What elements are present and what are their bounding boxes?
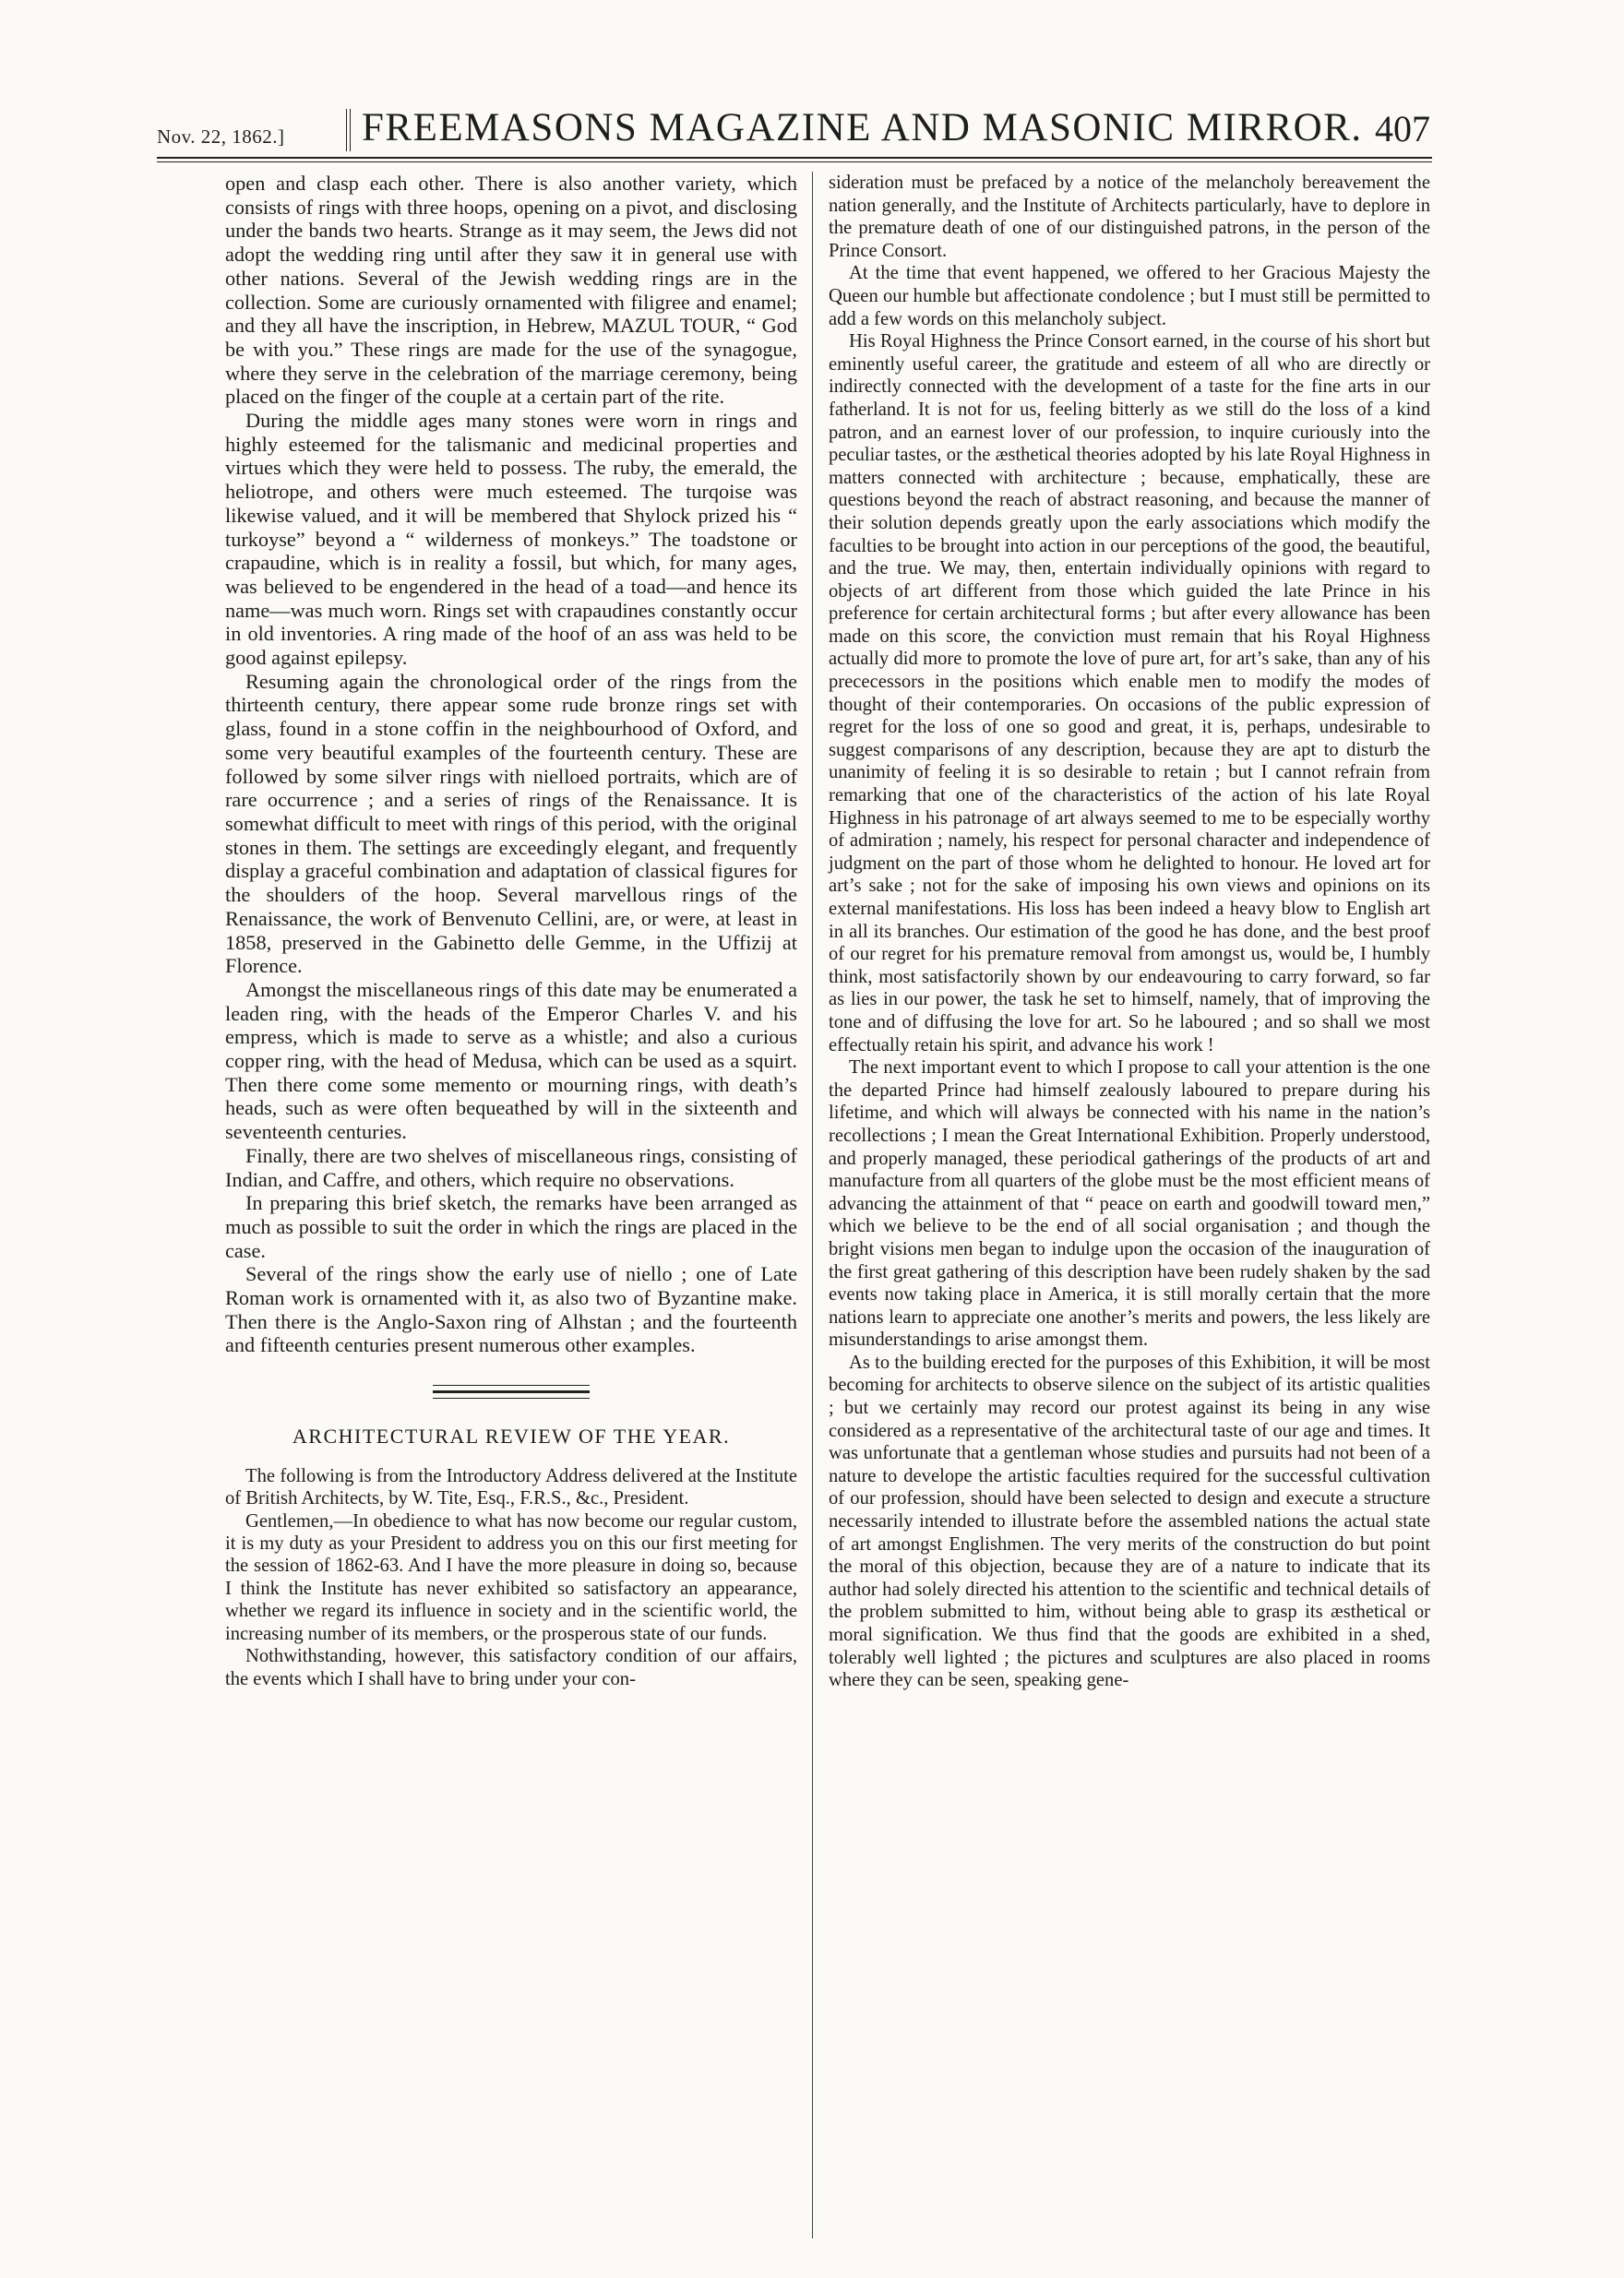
page-number: 407 [1375,108,1430,149]
column-divider [812,172,813,2238]
paragraph: Finally, there are two shelves of miscellaneous rings, consisting of Indian, and Caffre, and others, which require no observations. [225,1143,797,1191]
header-separator [346,109,351,151]
right-column [829,172,1430,1692]
section-title: ARCHITECTURAL REVIEW OF THE YEAR. [292,1425,731,1449]
paragraph: sideration must be prefaced by a notice of the melancholy bereavement the nation generally, and the Institute of Architects particularly, have to deplore in the premature death of one of our distinguished patrons, in the person of the Prince Consort. [829,173,1430,261]
section-body [225,1465,797,1690]
paragraph: Amongst the miscellaneous rings of this date may be enumerated a leaden ring, with the heads of the Emperor Charles V. and his empress, which is made to serve as a whistle; and also a curious copper ring, with the head of Medusa, which can be used as a squirt. Then there come some memento or mourning rings, with death’s heads, such as were often bequeathed by will in the sixteenth and seventeenth centuries. [225,977,797,1144]
paragraph: His Royal Highness the Prince Consort earned, in the course of his short but eminently useful career, the gratitude and esteem of all who are directly or indirectly connected with the development of a taste for the fine arts in our fatherland. It is not for us, feeling bitterly as we still do the loss of a kind patron, and an earnest lover of our profession, to inquire curiously into the peculiar tastes, or the æsthetical theories adopted by his late Royal Highness in matters connected with architecture ; because, emphatically, these are questions beyond the reach of abstract reasoning, and because the manner of their solution depends greatly upon the early associations which modify the faculties to be brought into action in our perceptions of the good, the beautiful, and the true. We may, then, entertain individually opinions with regard to objects of art different from those which guided the late Prince in his preference for certain architectural forms ; but after every allowance has been made on this score, the conviction must remain that his Royal Highness actually did more to promote the love of pure art, for art’s sake, than any of his prececessors in the positions which enable men to modify the modes of thought of their contemporaries. On occasions of the public expression of regret for the loss of one so good and great, it is, perhaps, undesirable to suggest comparisons of any description, because they are apt to disturb the unanimity of feeling it is so desirable to retain ; but I cannot refrain from remarking that one of the characteristics of the action of his late Royal Highness in his patronage of art always seemed to me to be especially worthy of admiration ; namely, his respect for personal character and independence of judgment on the part of those whom he delighted to honour. He loved art for art’s sake ; not for the sake of imposing his own views and opinions on its external manifestations. His loss has been indeed a heavy blow to English art in all its branches. Our estimation of the good he has done, and the best proof of our regret for his premature removal from amongst us, would be, I humbly think, most satisfactorily shown by our endeavouring to carry forward, so far as lies in our power, the task he set to himself, namely, that of improving the tone and of diffusing the love for art. So he laboured ; and so shall we most effectually retain his spirit, and advance his work ! [829,331,1430,1056]
paragraph: Gentlemen,—In obedience to what has now become our regular custom, it is my duty as your President to address you on this our first meeting for the session of 1862-63. And I have the more pleasure in doing so, because I think the Institute has never exhibited so satisfactory an appearance, whether we regard its influence in society and in the scientific world, the increasing number of its members, or the prosperous state of our funds. [225,1510,797,1644]
left-column [225,172,797,1690]
paragraph: During the middle ages many stones were worn in rings and highly esteemed for the talismanic and medicinal properties and virtues which they were held to possess. The ruby, the emerald, the heliotrope, and others were much esteemed. The turqoise was likewise valued, and it will be membered that Shylock prized his “ turkoyse” beyond a “ wilderness of monkeys.” The toadstone or crapaudine, which is in reality a fossil, but which, for many ages, was believed to be engendered in the head of a toad—and hence its name—was much worn. Rings set with crapaudines constantly occur in old inventories. A ring made of the hoof of an ass was held to be good against epilepsy. [225,409,797,670]
paragraph: open and clasp each other. There is also another variety, which consists of rings with three hoops, opening on a pivot, and disclosing under the bands two hearts. Strange as it may seem, the Jews did not adopt the wedding ring until after they saw it in general use with other nations. Several of the Jewish wedding rings are in the collection. Some are curiously ornamented with filigree and enamel; and they all have the inscription, in Hebrew, MAZUL TOUR, “ God be with you.” These rings are made for the use of the synagogue, where they serve in the celebration of the marriage ceremony, being placed on the finger of the couple at a certain part of the rite. [225,172,797,409]
paragraph: In preparing this brief sketch, the remarks have been arranged as much as possible to suit the order in which the rings are placed in the case. [225,1191,797,1262]
section-ornament-rule [433,1385,590,1399]
paragraph: Resuming again the chronological order of the rings from the thirteenth century, there appear some rude bronze rings set with glass, found in a stone coffin in the neighbourhood of Oxford, and some very beautiful examples of the fourteenth century. These are followed by some silver rings with nielloed portraits, which are of rare occurrence ; and a series of rings of the Renaissance. It is somewhat difficult to meet with rings of this period, with the original stones in them. The settings are exceedingly elegant, and frequently display a graceful combination and adaptation of classical figures for the shoulders of the hoop. Several marvellous rings of the Renaissance, the work of Benvenuto Cellini, are, or were, at least in 1858, preserved in the Gabinetto delle Gemme, in the Uffizij at Florence. [225,669,797,978]
paragraph: As to the building erected for the purposes of this Exhibition, it will be most becoming for architects to observe silence on the subject of its artistic qualities ; but we certainly may record our protest against its being in any wise considered as a representative of the architectural taste of our age and times. It was unfortunate that a gentleman whose studies and pursuits had not been of a nature to develope the artistic faculties required for the successful cultivation of our profession, should have been selected to design and execute a structure necessarily intended to illustrate before the assembled nations the actual state of art amongst Englishmen. The very merits of the construction do but point the moral of this objection, because they are of a nature to indicate that its author had solely directed his attention to the scientific and technical details of the problem submitted to him, without being able to grasp its æsthetical or moral signification. We thus find that the goods are exhibited in a shed, tolerably well lighted ; the pictures and sculptures are also placed in rooms where they can be seen, speaking gene- [829,1352,1430,1691]
paragraph: The next important event to which I propose to call your attention is the one the departed Prince had himself zealously laboured to prepare during his lifetime, and which will always be connected with his name in the nation’s recollections ; I mean the Great International Exhibition. Properly understood, and properly managed, these periodical gatherings of the products of art and manufacture from all quarters of the globe must be the most efficient means of advancing the attainment of that “ peace on earth and goodwill toward men,” which we believe to be the end of all social organisation ; and though the bright visions men began to indulge upon the occasion of the inauguration of the first great gathering of this description have been rudely shaken by the sad events now taking place in America, it is still morally certain that the more nations learn to appreciate one another’s merits and powers, the less likely are misunderstandings to arise amongst them. [829,1057,1430,1351]
header-date: Nov. 22, 1862.] [157,125,285,148]
paragraph: At the time that event happened, we offered to her Gracious Majesty the Queen our humble but affectionate condolence ; but I must still be permitted to add a few words on this melancholy subject. [829,263,1430,329]
paragraph: Several of the rings show the early use of niello ; one of Late Roman work is ornamented with it, as also two of Byzantine make. Then there is the Anglo-Saxon ring of Alhstan ; and the fourteenth and fifteenth centuries present numerous other examples. [225,1262,797,1357]
header-rule [157,157,1432,162]
page-header [157,103,1430,151]
paragraph: Nothwithstanding, however, this satisfactory condition of our affairs, the events which I shall have to bring under your con- [225,1646,797,1689]
header-title: FREEMASONS MAGAZINE AND MASONIC MIRROR. [362,106,1363,149]
paragraph: The following is from the Introductory Address delivered at the Institute of British Architects, by W. Tite, Esq., F.R.S., &c., President. [225,1465,797,1509]
